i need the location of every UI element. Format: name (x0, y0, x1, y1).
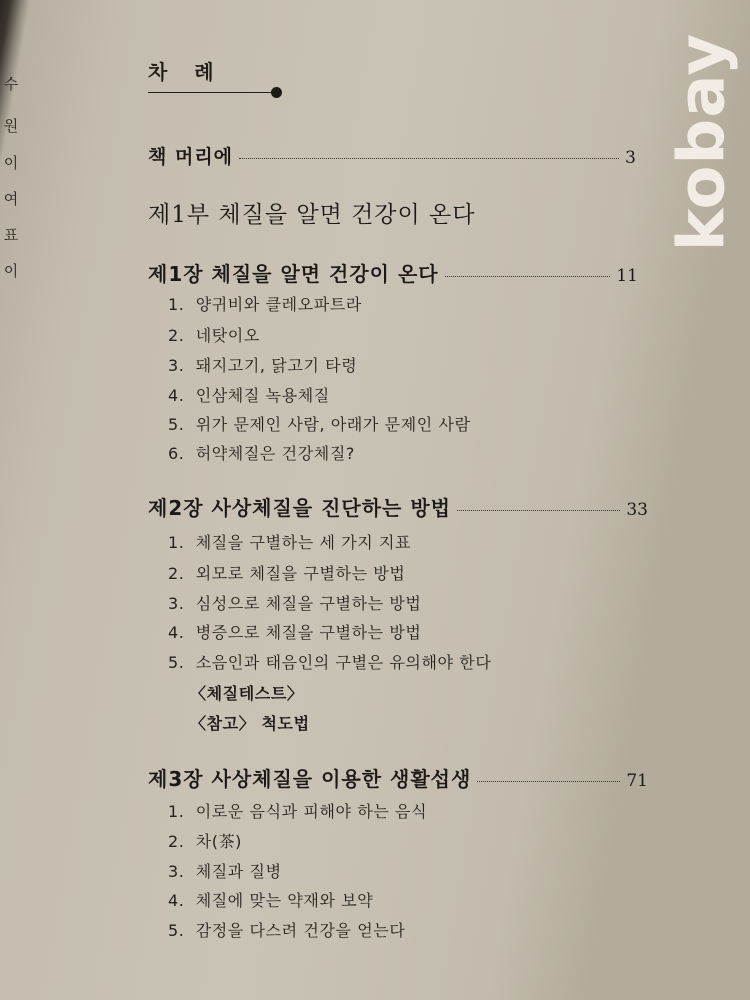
page-number: 3 (625, 148, 636, 168)
item-number: 3. (168, 356, 185, 375)
item-text: 돼지고기, 닭고기 타령 (195, 356, 358, 375)
margin-char: 수 (3, 75, 19, 93)
list-item[interactable] (168, 412, 471, 435)
list-item[interactable] (168, 888, 373, 911)
chapter-entry[interactable] (148, 258, 638, 287)
item-text: 체질과 질병 (195, 862, 282, 881)
item-number: 2. (168, 326, 185, 345)
item-text: 허약체질은 건강체질? (195, 444, 355, 463)
chapter-title: 제2장 사상체질을 진단하는 방법 (148, 496, 451, 520)
item-number: 4. (168, 891, 185, 910)
item-number: 6. (168, 444, 185, 463)
part-title: 제1부 체질을 알면 건강이 온다 (148, 202, 476, 228)
item-number: 1. (168, 802, 185, 821)
margin-char: 여 (3, 190, 19, 208)
list-item[interactable] (168, 323, 260, 346)
list-item[interactable] (168, 829, 242, 852)
item-text: 감정을 다스려 건강을 얻는다 (195, 921, 406, 940)
list-item[interactable] (168, 620, 421, 643)
item-number: 2. (168, 832, 185, 851)
list-item[interactable] (168, 650, 491, 673)
list-item[interactable] (168, 441, 355, 464)
item-number: 4. (168, 386, 185, 405)
item-text: 네탓이오 (195, 326, 260, 345)
item-number: 1. (168, 295, 185, 314)
margin-char: 이 (3, 154, 19, 172)
item-text: 양귀비와 클레오파트라 (195, 295, 362, 314)
chapter-entry[interactable] (148, 492, 648, 521)
item-number: 1. (168, 533, 185, 552)
page-number: 71 (626, 771, 648, 791)
item-text: 병증으로 체질을 구별하는 방법 (195, 623, 422, 642)
list-item[interactable] (168, 530, 411, 553)
sub-item-test[interactable]: 〈체질테스트〉 (190, 684, 304, 703)
list-item[interactable] (168, 591, 421, 614)
item-text: 외모로 체질을 구별하는 방법 (195, 564, 406, 583)
margin-char: 이 (3, 262, 19, 280)
chapter-entry[interactable] (148, 763, 648, 792)
item-number: 3. (168, 862, 185, 881)
item-text: 소음인과 태음인의 구별은 유의해야 한다 (195, 653, 492, 672)
page-number: 33 (626, 500, 648, 520)
item-text: 이로운 음식과 피해야 하는 음식 (195, 802, 428, 821)
dot-leader (445, 276, 611, 277)
title-bullet-dot (271, 87, 282, 98)
page-number: 11 (616, 266, 638, 286)
dot-leader (239, 158, 619, 159)
margin-char: 원 (3, 117, 19, 135)
list-item[interactable] (168, 918, 405, 941)
item-number: 3. (168, 594, 185, 613)
sub-item-reference[interactable]: 〈참고〉 척도법 (190, 714, 310, 733)
item-number: 5. (168, 653, 185, 672)
preface-label: 책 머리에 (148, 146, 234, 168)
title-underline (148, 92, 276, 93)
item-number: 4. (168, 623, 185, 642)
preface-entry[interactable] (148, 142, 636, 169)
item-text: 위가 문제인 사람, 아래가 문제인 사람 (195, 415, 471, 434)
item-number: 5. (168, 921, 185, 940)
item-text: 인삼체질 녹용체질 (195, 386, 330, 405)
item-text: 체질에 맞는 약재와 보약 (195, 891, 374, 910)
dot-leader (457, 510, 620, 511)
chapter-title: 제1장 체질을 알면 건강이 온다 (148, 262, 439, 286)
chapter-title: 제3장 사상체질을 이용한 생활섭생 (148, 767, 472, 791)
item-number: 2. (168, 564, 185, 583)
list-item[interactable] (168, 561, 405, 584)
item-text: 심성으로 체질을 구별하는 방법 (195, 594, 422, 613)
item-number: 5. (168, 415, 185, 434)
list-item[interactable] (168, 383, 330, 406)
list-item[interactable] (168, 799, 427, 822)
list-item[interactable] (168, 292, 362, 315)
list-item[interactable] (168, 859, 282, 882)
margin-char: 표 (3, 226, 19, 244)
item-text: 체질을 구별하는 세 가지 지표 (195, 533, 412, 552)
watermark: kobay (665, 32, 740, 252)
item-text: 차(茶) (195, 832, 243, 851)
dot-leader (477, 781, 620, 782)
list-item[interactable] (168, 353, 357, 376)
toc-title: 차 례 (148, 60, 224, 84)
